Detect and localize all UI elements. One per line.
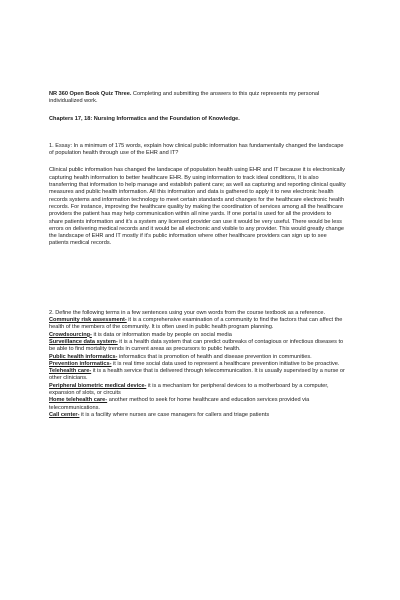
answer-1: Clinical public information has changed the landscape of population health using EHR and IT because it is electronically capturing health information to better healthcare EHR. By using information to track ideal conditions, It is also transferring that information to help manage and establish patient care; as well as capturing and reporting clinical quality measures and public health information. All this information and data is gathered to apply it to new electronic health records systems and information technology to meet certain standards and changes for the healthcare electronic health records. For instance, improving the healthcare quality by making the coordination of services among all the healthcare providers the patient has may help communication within all nine yards. If one portal is used for all the providers to share patients information and it's a system any licensed provider can use it would be very useful. There would be less errors on delivering medical records and it would be all electronic and visible to any provider. This would greatly change the landscape of EHR and IT mostly if it's public information where other healthcare providers can sign up to see patients medical records. [49,167,346,247]
term-definition [49,368,346,383]
term-label: Public health informatics- [49,353,118,360]
term-definition [49,412,346,419]
chapters-heading: Chapters 17, 18: Nursing Informatics and the Foundation of Knowledge. [49,115,240,122]
term-label: Crowdsourcing- [49,331,92,338]
term-text: it is a health data system that can predict outbreaks of contagious or infectious diseases to be able to find mortality trends in current areas as precursors to public health. [49,338,344,353]
term-definition [49,354,346,361]
question-1: 1. Essay: In a minimum of 175 words, explain how clinical public information has fundamentally changed the landscape of population health through use of the EHR and IT? [49,142,344,157]
term-text: it is a health service that is delivered through telecommunication. It is usually supervised by a nurse or other clinicians. [49,368,345,382]
term-definition [49,339,346,354]
term-text: it is a facility where nurses are case managers for callers and triage patients [79,411,270,418]
term-label: Surveillance data system- [49,338,118,345]
term-text: it is real time social data used to represent a healthcare prevention initiative to be proactive. [111,360,340,367]
term-text: it is a mechanism for peripheral devices to a motherboard by a computer, expansion of slots, or circuits [49,382,329,397]
term-definition [49,317,346,332]
term-definition [49,361,346,368]
term-label: Community risk assessment- [49,317,127,324]
quiz-header [49,91,346,106]
quiz-statement: Completing and submitting the answers to this quiz represents my personal individualized work. [49,91,320,105]
term-definition [49,332,346,339]
term-label: Prevention informatics- [49,360,112,367]
term-label: Peripheral biometric medical device- [49,382,147,389]
term-label: Call center- [49,411,80,418]
term-label: Home telehealth care- [49,397,108,404]
term-definition [49,383,346,398]
term-label: Telehealth care- [49,368,92,375]
term-text: informatics that is promotion of health and disease prevention in communities. [117,353,312,360]
term-text: it is a comprehensive examination of a community to find the factors that can affect the health of the members of the community. It is often used in public health program planning. [49,317,343,331]
term-text: it is data or information made by people on social media [91,331,232,338]
question-2: 2. Define the following terms in a few sentences using your own words from the course textbook as a reference. [49,309,326,316]
term-definitions [49,317,346,419]
term-definition [49,397,346,412]
quiz-title: NR 360 Open Book Quiz Three. [49,91,132,97]
term-text: another method to seek for home healthcare and education services provided via telecommunications. [49,397,310,411]
